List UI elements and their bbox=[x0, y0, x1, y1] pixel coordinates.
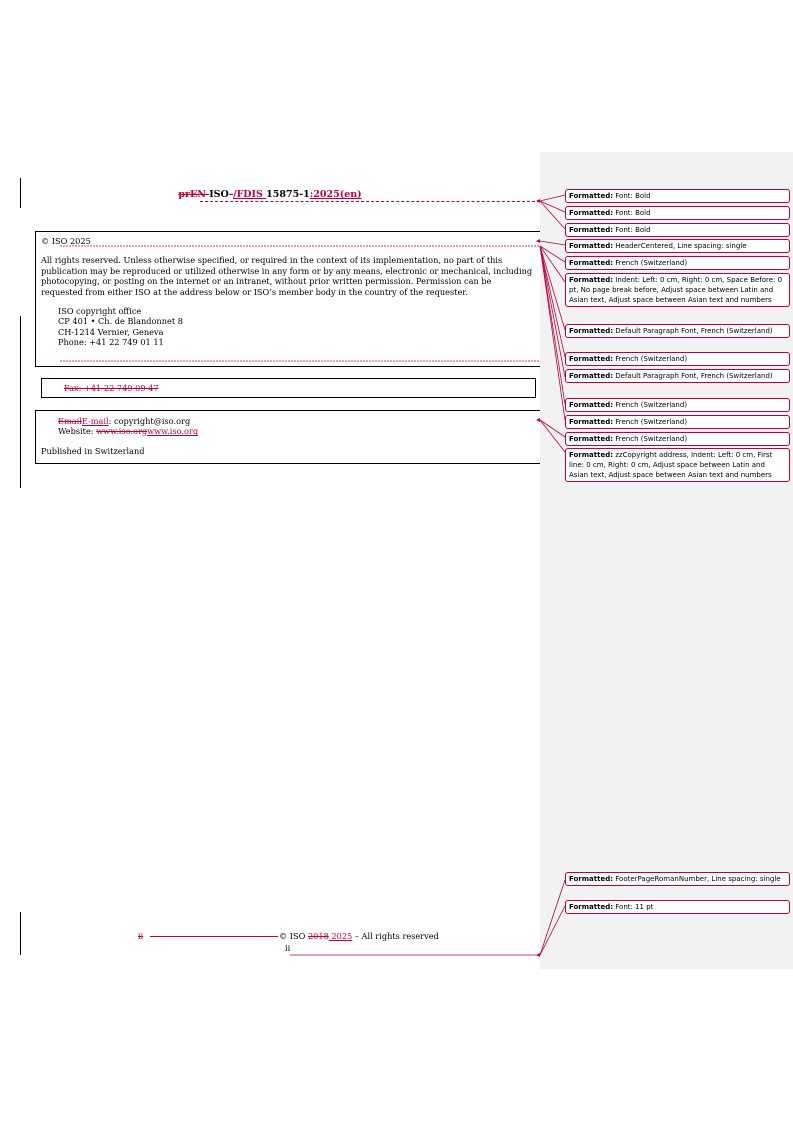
deleted-text: ii bbox=[138, 931, 144, 941]
deleted-text: prEN bbox=[178, 189, 210, 200]
comment-text: Font: Bold bbox=[613, 209, 651, 217]
comment-label: Formatted: bbox=[569, 276, 614, 284]
footer-page-number: ii bbox=[285, 943, 291, 953]
leader-line bbox=[540, 246, 565, 377]
comment-text: zzCopyright address, Indent: Left: 0 cm, First line: 0 cm, Right: 0 cm, Adjust space between Latin and Asian text, Adjust space between Asian text and numbers bbox=[569, 451, 773, 479]
comment-label: Formatted: bbox=[569, 327, 614, 335]
leader-line bbox=[540, 201, 565, 212]
comment-bubble[interactable] bbox=[565, 189, 790, 203]
comment-bubble[interactable] bbox=[565, 239, 790, 253]
deleted-fax: Fax: +41 22 749 09 47 bbox=[64, 383, 159, 393]
copyright-paragraph: All rights reserved. Unless otherwise specified, or required in the context of its implementation, no part of this publication may be reproduced or utilized otherwise in any form or by any means, electronic or mechanical, including photocopying, or posting on the internet or an intranet, without prior written permission. Permission can be requested from either ISO at the address below or ISO’s member body in the country of the requester. bbox=[41, 255, 533, 297]
comment-label: Formatted: bbox=[569, 435, 614, 443]
comment-text: Font: Bold bbox=[613, 226, 651, 234]
leader-line bbox=[540, 906, 565, 955]
comment-text: French (Switzerland) bbox=[613, 418, 688, 426]
comment-bubble[interactable] bbox=[565, 872, 790, 886]
comment-text: Indent: Left: 0 cm, Right: 0 cm, Space Before: 0 pt, No page break before, Adjust space between Latin and Asian text, Adjust space between Asian text and numbers bbox=[569, 276, 783, 304]
deleted-text: - bbox=[229, 189, 234, 200]
leader-line bbox=[540, 195, 565, 201]
inserted-text: www.iso.org bbox=[147, 426, 199, 437]
comment-text: Font: Bold bbox=[613, 192, 651, 200]
comment-text: French (Switzerland) bbox=[613, 259, 688, 267]
comment-label: Formatted: bbox=[569, 209, 614, 217]
footer-prefix: © ISO bbox=[279, 931, 308, 941]
leader-line bbox=[540, 420, 565, 452]
leader-line bbox=[540, 880, 565, 955]
inserted-text: :2025(en) bbox=[309, 189, 362, 200]
email-address: : copyright@iso.org bbox=[108, 416, 191, 426]
leader-line bbox=[540, 246, 565, 330]
comment-label: Formatted: bbox=[569, 226, 614, 234]
anchor-marker bbox=[536, 239, 540, 243]
comment-bubble[interactable] bbox=[565, 432, 790, 446]
address-line: Phone: +41 22 749 01 11 bbox=[58, 337, 164, 348]
comment-label: Formatted: bbox=[569, 875, 614, 883]
comment-label: Formatted: bbox=[569, 451, 614, 459]
leader-line bbox=[540, 201, 565, 229]
anchor-marker bbox=[536, 418, 540, 422]
comment-label: Formatted: bbox=[569, 372, 614, 380]
leader-line bbox=[540, 241, 565, 245]
deleted-text: www.iso.org bbox=[96, 426, 148, 437]
address-line: CP 401 • Ch. de Blandonnet 8 bbox=[58, 316, 183, 327]
footer-suffix: – All rights reserved bbox=[352, 931, 439, 941]
comment-text: Default Paragraph Font, French (Switzerland) bbox=[613, 372, 773, 380]
comment-bubble[interactable] bbox=[565, 352, 790, 366]
comment-bubble[interactable] bbox=[565, 206, 790, 220]
comment-text: HeaderCentered, Line spacing: single bbox=[613, 242, 747, 250]
address-line: ISO copyright office bbox=[58, 306, 142, 317]
comment-text: French (Switzerland) bbox=[613, 401, 688, 409]
comment-bubble[interactable] bbox=[565, 415, 790, 429]
anchor-marker bbox=[536, 953, 540, 957]
deleted-text: Email bbox=[58, 416, 82, 426]
comment-bubble[interactable] bbox=[565, 324, 790, 338]
comment-bubble[interactable] bbox=[565, 369, 790, 383]
comment-bubble[interactable] bbox=[565, 273, 790, 307]
address-line: CH-1214 Vernier, Geneva bbox=[58, 326, 164, 337]
comment-text: FooterPageRomanNumber, Line spacing: single bbox=[613, 875, 781, 883]
deleted-text: 2018 bbox=[307, 931, 329, 941]
copyright-heading: © ISO 2025 bbox=[41, 236, 91, 246]
website-label: Website: bbox=[58, 426, 97, 437]
inserted-text: E-mail bbox=[81, 416, 109, 426]
comment-text: French (Switzerland) bbox=[613, 355, 688, 363]
comment-bubble[interactable] bbox=[565, 398, 790, 412]
comment-label: Formatted: bbox=[569, 903, 614, 911]
comment-bubble[interactable] bbox=[565, 900, 790, 914]
comment-label: Formatted: bbox=[569, 418, 614, 426]
comment-label: Formatted: bbox=[569, 259, 614, 267]
inserted-text: /FDIS bbox=[233, 189, 267, 200]
comment-text: Default Paragraph Font, French (Switzerland) bbox=[613, 327, 773, 335]
comment-text: French (Switzerland) bbox=[613, 435, 688, 443]
leader-line bbox=[540, 246, 565, 420]
published-line: Published in Switzerland bbox=[41, 445, 145, 456]
comment-label: Formatted: bbox=[569, 355, 614, 363]
leader-line bbox=[540, 246, 565, 357]
inserted-text: 2025 bbox=[328, 931, 353, 941]
comment-bubble[interactable] bbox=[565, 256, 790, 270]
header-number: 15875-1 bbox=[266, 189, 310, 200]
comment-label: Formatted: bbox=[569, 401, 614, 409]
comment-label: Formatted: bbox=[569, 192, 614, 200]
comment-text: Font: 11 pt bbox=[613, 903, 654, 911]
comment-label: Formatted: bbox=[569, 242, 614, 250]
header-iso: ISO bbox=[209, 189, 230, 200]
comment-bubble[interactable] bbox=[565, 448, 790, 482]
anchor-marker bbox=[536, 199, 540, 203]
leader-line bbox=[540, 420, 565, 437]
comment-bubble[interactable] bbox=[565, 223, 790, 237]
